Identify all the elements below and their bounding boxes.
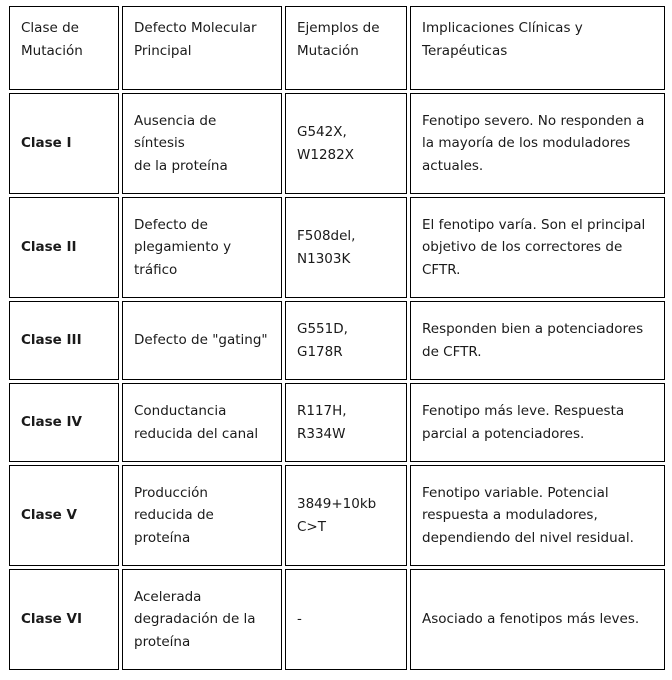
ejemplos-cell (285, 383, 407, 462)
implicaciones-cell (410, 197, 665, 298)
implicaciones-cell (410, 465, 665, 566)
cell-text-line: de la proteína (134, 157, 228, 174)
defecto-cell (122, 197, 282, 298)
cell-text-line: proteína (134, 529, 191, 546)
clase-cell: Clase I (9, 93, 119, 194)
header-implicaciones (410, 6, 665, 90)
cell-text-line: reducida del canal (134, 425, 259, 442)
cell-text-line: G551D, (297, 321, 348, 337)
cell-text-line: actuales. (422, 157, 484, 174)
cell-text-line: proteína (134, 633, 191, 650)
header-text-line: Defecto Molecular (134, 20, 257, 36)
cell-text-line: Fenotipo severo. No responden a (422, 112, 645, 129)
table-row-clase-iii (9, 301, 665, 380)
cell-text-line: degradación de la (134, 611, 256, 628)
implicaciones-cell (410, 383, 665, 462)
ejemplos-cell (285, 465, 407, 566)
cell-text-line: tráfico (134, 261, 178, 278)
cell-text-line: Responden bien a potenciadores (422, 321, 644, 337)
cell-text-line: G542X, (297, 124, 347, 140)
cell-text-line: plegamiento y (134, 239, 232, 256)
cell-text-line: Defecto de "gating" (134, 332, 268, 349)
cell-text-line: W1282X (297, 146, 354, 163)
header-text-line: Implicaciones Clínicas y (422, 20, 583, 36)
cell-text-line: C>T (297, 518, 326, 535)
clase-cell: Clase II (9, 197, 119, 298)
cftr-mutation-class-table (6, 3, 668, 673)
header-text-line: Clase de (21, 20, 79, 36)
header-defecto-molecular (122, 6, 282, 90)
cell-text-line: R117H, (297, 403, 347, 419)
defecto-cell (122, 569, 282, 670)
cell-text-line: R334W (297, 425, 346, 442)
defecto-cell (122, 93, 282, 194)
ejemplos-cell (285, 197, 407, 298)
clase-cell: Clase V (9, 465, 119, 566)
defecto-cell (122, 301, 282, 380)
ejemplos-cell (285, 301, 407, 380)
cell-text-line: El fenotipo varía. Son el principal (422, 216, 646, 233)
cell-text-line: G178R (297, 343, 343, 360)
table-row-clase-vi (9, 569, 665, 670)
header-text-line: Mutación (297, 42, 359, 59)
implicaciones-cell (410, 93, 665, 194)
cell-text-line: Ausencia de síntesis (134, 112, 217, 152)
header-ejemplos-de-mutacion (285, 6, 407, 90)
ejemplos-cell (285, 569, 407, 670)
ejemplos-cell (285, 93, 407, 194)
cell-text-line: Asociado a fenotipos más leves. (422, 611, 640, 628)
defecto-cell (122, 465, 282, 566)
cell-text-line: de CFTR. (422, 343, 482, 360)
header-clase-de-mutacion (9, 6, 119, 90)
table-header-row (9, 6, 665, 90)
implicaciones-cell (410, 301, 665, 380)
cell-text-line: Defecto de (134, 216, 208, 233)
cell-text-line: Acelerada (134, 588, 202, 605)
clase-cell: Clase IV (9, 383, 119, 462)
table-row-clase-i (9, 93, 665, 194)
defecto-cell (122, 383, 282, 462)
cell-text-line: - (297, 611, 302, 628)
cell-text-line: N1303K (297, 250, 351, 267)
cell-text-line: F508del, (297, 228, 356, 244)
cell-text-line: Producción (134, 484, 208, 501)
cell-text-line: parcial a potenciadores. (422, 425, 585, 442)
cell-text-line: la mayoría de los moduladores (422, 135, 631, 152)
cell-text-line: 3849+10kb (297, 496, 377, 512)
cell-text-line: reducida de (134, 507, 214, 524)
header-text-line: Principal (134, 42, 192, 59)
cell-text-line: dependiendo del nivel residual. (422, 529, 634, 546)
cell-text-line: respuesta a moduladores, (422, 507, 598, 524)
implicaciones-cell (410, 569, 665, 670)
header-text-line: Mutación (21, 42, 83, 59)
table-row-clase-v (9, 465, 665, 566)
cell-text-line: Fenotipo más leve. Respuesta (422, 403, 625, 419)
cell-text-line: Conductancia (134, 403, 227, 419)
clase-cell: Clase VI (9, 569, 119, 670)
clase-cell: Clase III (9, 301, 119, 380)
table-row-clase-ii (9, 197, 665, 298)
cell-text-line: CFTR. (422, 261, 461, 278)
header-text-line: Terapéuticas (422, 42, 508, 59)
cell-text-line: objetivo de los correctores de (422, 239, 623, 256)
table-row-clase-iv (9, 383, 665, 462)
header-text-line: Ejemplos de (297, 20, 380, 36)
cell-text-line: Fenotipo variable. Potencial (422, 484, 609, 501)
